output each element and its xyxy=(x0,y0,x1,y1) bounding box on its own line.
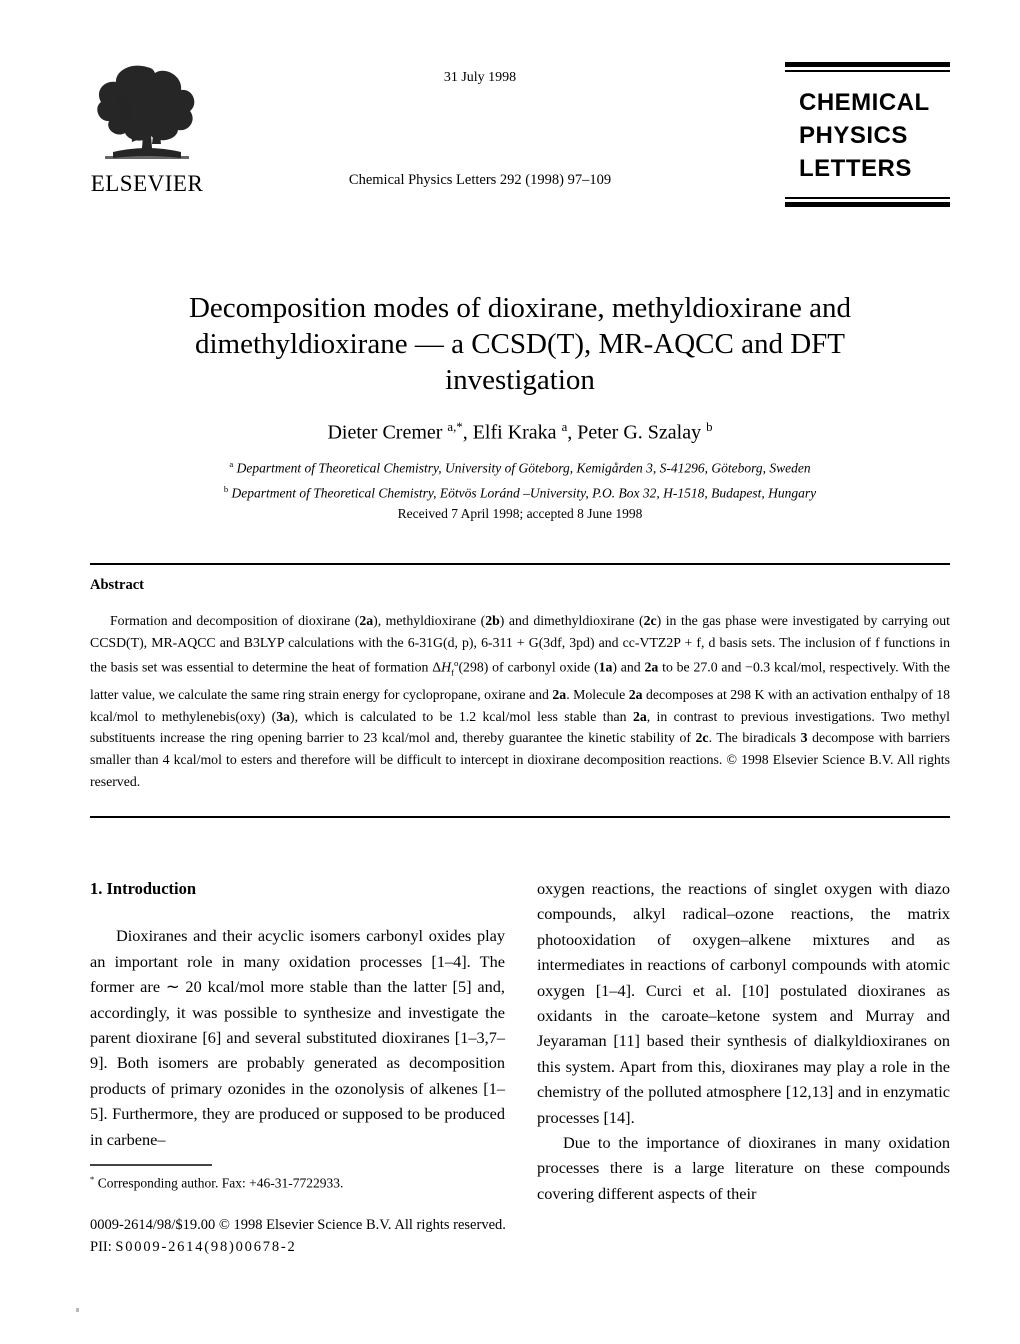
journal-logo-text xyxy=(785,72,950,197)
title-line: Decomposition modes of dioxirane, methyldioxirane and xyxy=(188,292,851,324)
intro-paragraph-right-1: oxygen reactions, the reactions of singlet oxygen with diazo compounds, alkyl radical–ozone reactions, the matrix photooxidation of oxygen–alkene mixtures and as intermediates in reactions of carbonyl compounds with atomic oxygen [1–4]. Curci et al. [10] postulated dioxiranes as oxidants in the caroate–ketone system and Murray and Jeyaraman [11] based their synthesis of dialkyldioxiranes on this system. Apart from this, dioxiranes may play a role in the chemistry of the polluted atmosphere [12,13] and in enzymatic processes [14]. xyxy=(537,879,950,1127)
title-line: investigation xyxy=(445,364,595,396)
section-heading-introduction: 1. Introduction xyxy=(90,879,197,898)
journal-logo-line: PHYSICS xyxy=(799,122,908,149)
intro-paragraph-left: Dioxiranes and their acyclic isomers carbonyl oxides play an important role in many oxidation processes [1–4]. The former are ∼ 20 kcal/mol more stable than the latter [5] and, accordingly, it was possible to synthesize and investigate the parent dioxirane [6] and several substituted dioxiranes [1–3,7–9]. Both isomers are probably generated as decomposition products of primary ozonides in the ozonolysis of alkenes [1–5]. Furthermore, they are produced or supposed to be produced in carbene– xyxy=(90,926,505,1149)
abstract-heading: Abstract xyxy=(90,577,144,593)
affiliation-b xyxy=(90,479,950,504)
journal-citation: Chemical Physics Letters 292 (1998) 97–109 xyxy=(348,172,612,188)
pii-line xyxy=(90,1236,710,1258)
logo-rule-bottom-thick xyxy=(785,202,950,207)
issue-date: 31 July 1998 xyxy=(443,70,517,85)
pii-value: S0009-2614(98)00678-2 xyxy=(115,1239,297,1255)
author-list: Dieter Cremer $^{a,*}$, Elfi Kraka $^a$, Peter G. Szalay $^b$ xyxy=(327,420,713,444)
abstract-bottom-rule xyxy=(90,816,950,818)
footnote-divider xyxy=(90,1164,212,1166)
received-dates: Received 7 April 1998; accepted 8 June 1998 xyxy=(397,506,643,521)
title-line: dimethyldioxirane — a CCSD(T), MR-AQCC and DFT xyxy=(194,328,846,360)
intro-paragraph-right-2: Due to the importance of dioxiranes in many oxidation processes there is a large literature on these compounds covering different aspects of their xyxy=(537,1133,950,1203)
affiliation-marker: a xyxy=(229,459,234,469)
affiliation-marker: b xyxy=(223,483,229,494)
journal-logo-line: LETTERS xyxy=(799,155,912,182)
affiliation-a xyxy=(90,454,950,479)
logo-rule-top-thick xyxy=(785,62,950,67)
abstract-text: Formation and decomposition of dioxirane (2a), methyldioxirane (2b) and dimethyldioxirane (2c) in the gas phase were investigated by carrying out CCSD(T), MR-AQCC and B3LYP calculations with the 6-31G(d, p), 6-311 + G(3df, 3pd) and cc-VTZ2P + f, d basis sets. The inclusion of f functions in the basis set was essential to determine the heat of formation $\Delta H_f^o(298)$ of carbonyl oxide (1a) and 2a to be 27.0 and −0.3 kcal/mol, respectively. With the latter value, we calculate the same ring strain energy for cyclopropane, oxirane and 2a. Molecule 2a decomposes at 298 K with an activation enthalpy of 18 kcal/mol to methylenebis(oxy) (3a), which is calculated to be 1.2 kcal/mol less stable than 2a, in contrast to previous investigations. Two methyl substituents increase the ring opening barrier to 23 kcal/mol and, thereby guarantee the kinetic stability of 2c. The biradicals 3 decompose with barriers smaller than 4 kcal/mol to esters and therefore will be difficult to intercept in dioxirane decomposition reactions. © 1998 Elsevier Science B.V. All rights reserved. xyxy=(90,613,951,789)
body-column-left xyxy=(90,876,505,1152)
affiliation-text: Department of Theoretical Chemistry, Eötvös Loránd –University, P.O. Box 32, H-1518, Budapest, Hungary xyxy=(231,485,817,500)
corresponding-author-footnote xyxy=(90,1174,510,1192)
footnote-text: Corresponding author. Fax: +46-31-7722933. xyxy=(94,1175,344,1191)
journal-logo-line: CHEMICAL xyxy=(799,89,930,116)
copyright-footer xyxy=(90,1214,710,1258)
pii-label: PII: xyxy=(90,1239,112,1255)
article-title xyxy=(90,290,950,398)
footnote-marker: * xyxy=(90,1174,95,1184)
elsevier-wordmark: ELSEVIER xyxy=(90,171,204,196)
abstract-top-rule xyxy=(90,563,950,565)
journal-logo xyxy=(785,62,950,207)
copyright-line: 0009-2614/98/$19.00 © 1998 Elsevier Science B.V. All rights reserved. xyxy=(90,1217,506,1233)
logo-rule-bottom-thin xyxy=(785,197,950,199)
body-column-right xyxy=(537,876,950,1206)
print-artifact-dot xyxy=(76,1308,79,1312)
affiliations xyxy=(90,454,950,503)
affiliation-text: Department of Theoretical Chemistry, University of Göteborg, Kemigården 3, S-41296, Göteborg, Sweden xyxy=(236,460,811,476)
